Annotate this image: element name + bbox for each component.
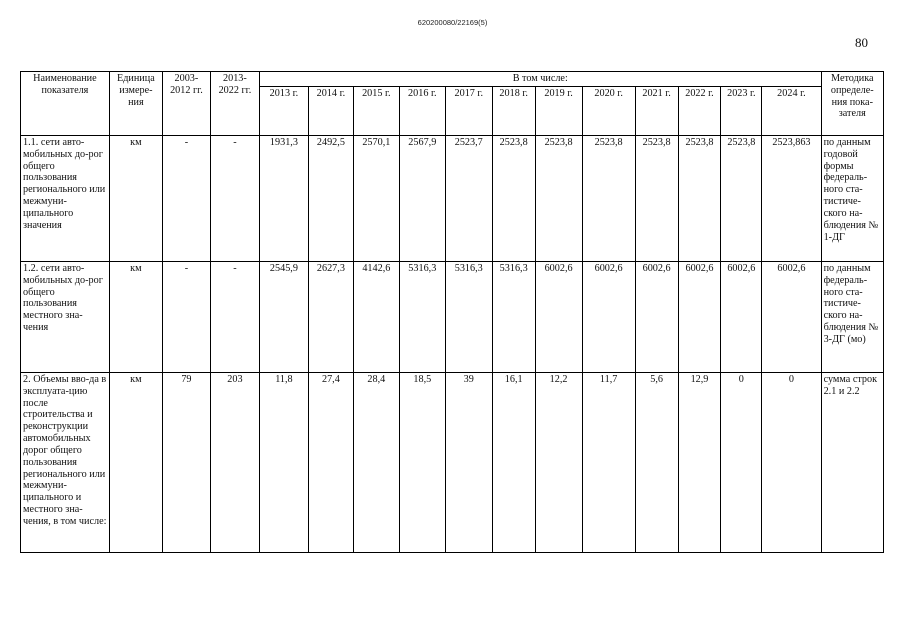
row-method: сумма строк 2.1 и 2.2 [821, 373, 883, 553]
row-name: 2. Объемы вво-да в эксплуата-цию после строительства и реконструкции автомобильных дорог общего пользования регионального или межмуни-ципального и местного зна-чения, в том числе: [21, 373, 110, 553]
row-value: 2570,1 [353, 136, 399, 262]
document-id: 620200080/22169(5) [417, 18, 488, 27]
row-period2: - [210, 136, 259, 262]
row-value: 6002,6 [535, 262, 582, 373]
row-value: 2523,8 [635, 136, 678, 262]
row-value: 5,6 [635, 373, 678, 553]
row-value: 2523,8 [678, 136, 721, 262]
row-value: 2492,5 [308, 136, 353, 262]
header-unit: Единица измере-ния [109, 72, 162, 136]
row-method: по данным годовой формы федераль-ного ста-тистиче-ского на-блюдения № 1-ДГ [821, 136, 883, 262]
row-value: 5316,3 [399, 262, 445, 373]
header-period-2003-2012: 2003-2012 гг. [162, 72, 210, 136]
row-value: 4142,6 [353, 262, 399, 373]
row-value: 6002,6 [678, 262, 721, 373]
header-row-1 [21, 72, 884, 87]
row-value: 0 [721, 373, 762, 553]
header-year: 2020 г. [582, 87, 635, 136]
row-period1: - [162, 262, 210, 373]
row-value: 2523,8 [582, 136, 635, 262]
row-value: 2545,9 [259, 262, 308, 373]
row-value: 6002,6 [721, 262, 762, 373]
header-year: 2017 г. [445, 87, 492, 136]
table-row [21, 136, 884, 262]
table-row [21, 262, 884, 373]
row-value: 5316,3 [492, 262, 535, 373]
header-year: 2016 г. [399, 87, 445, 136]
header-year: 2024 г. [762, 87, 821, 136]
row-value: 16,1 [492, 373, 535, 553]
header-year: 2013 г. [259, 87, 308, 136]
row-value: 11,7 [582, 373, 635, 553]
row-value: 12,2 [535, 373, 582, 553]
table-row [21, 373, 884, 553]
row-name: 1.2. сети авто-мобильных до-рог общего пользования местного зна-чения [21, 262, 110, 373]
header-year: 2014 г. [308, 87, 353, 136]
row-value: 28,4 [353, 373, 399, 553]
row-value: 2523,863 [762, 136, 821, 262]
row-unit: км [109, 262, 162, 373]
row-value: 18,5 [399, 373, 445, 553]
row-value: 2523,7 [445, 136, 492, 262]
row-period1: 79 [162, 373, 210, 553]
row-value: 5316,3 [445, 262, 492, 373]
row-unit: км [109, 136, 162, 262]
page-number: 80 [855, 35, 868, 50]
header-year: 2015 г. [353, 87, 399, 136]
row-value: 6002,6 [762, 262, 821, 373]
row-unit: км [109, 373, 162, 553]
row-period1: - [162, 136, 210, 262]
row-value: 2523,8 [535, 136, 582, 262]
header-year: 2022 г. [678, 87, 721, 136]
row-value: 6002,6 [582, 262, 635, 373]
header-method: Методика определе-ния пока-зателя [821, 72, 883, 136]
row-name: 1.1. сети авто-мобильных до-рог общего пользования регионального или межмуни-ципального значения [21, 136, 110, 262]
header-name: Наименование показателя [21, 72, 110, 136]
header-year: 2019 г. [535, 87, 582, 136]
row-period2: 203 [210, 373, 259, 553]
row-value: 27,4 [308, 373, 353, 553]
header-year: 2021 г. [635, 87, 678, 136]
row-value: 2567,9 [399, 136, 445, 262]
row-period2: - [210, 262, 259, 373]
row-value: 39 [445, 373, 492, 553]
row-value: 2627,3 [308, 262, 353, 373]
row-value: 12,9 [678, 373, 721, 553]
header-period-2013-2022: 2013-2022 гг. [210, 72, 259, 136]
row-value: 6002,6 [635, 262, 678, 373]
indicators-table [20, 71, 884, 553]
row-value: 1931,3 [259, 136, 308, 262]
row-value: 11,8 [259, 373, 308, 553]
row-value: 2523,8 [492, 136, 535, 262]
row-value: 0 [762, 373, 821, 553]
header-year: 2023 г. [721, 87, 762, 136]
row-method: по данным федераль-ного ста-тистиче-ского на-блюдения № 3-ДГ (мо) [821, 262, 883, 373]
row-value: 2523,8 [721, 136, 762, 262]
header-including: В том числе: [259, 72, 821, 87]
header-year: 2018 г. [492, 87, 535, 136]
